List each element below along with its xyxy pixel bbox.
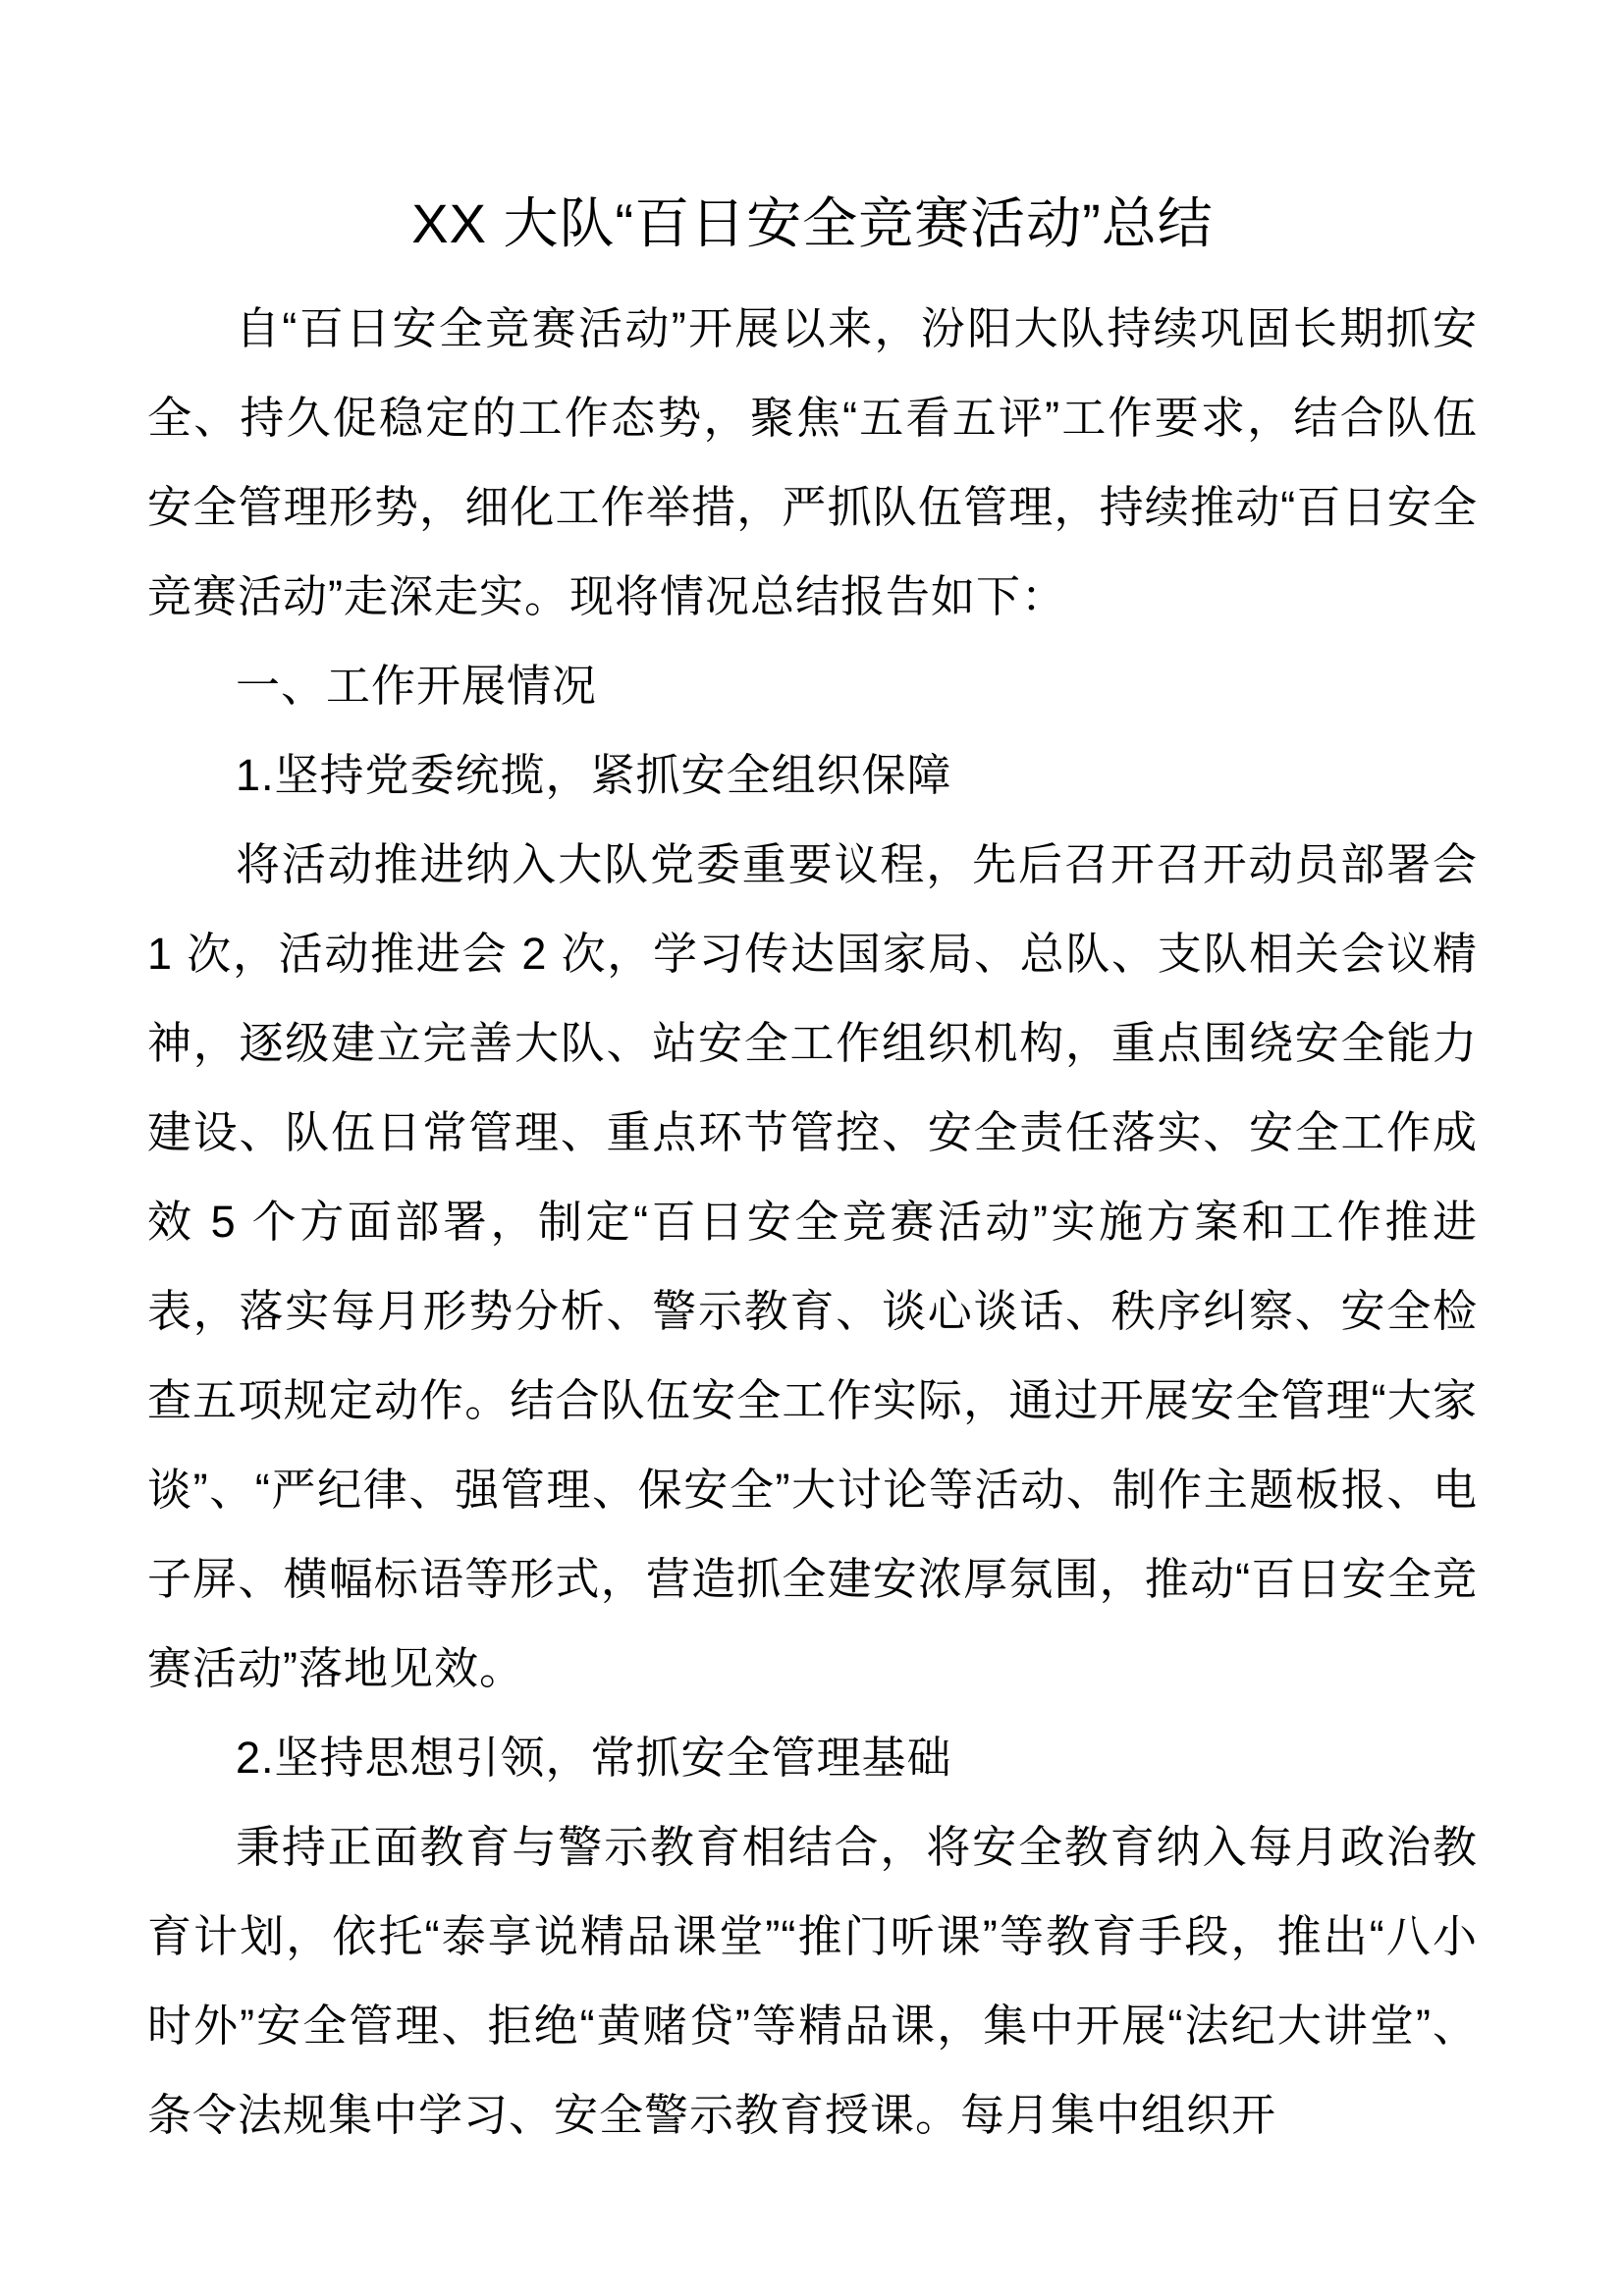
paragraph-intro: 自“百日安全竞赛活动”开展以来，汾阳大队持续巩固长期抓安全、持久促稳定的工作态势，聚焦“五看五评”工作要求，结合队伍安全管理形势，细化工作举措，严抓队伍管理，持续推动“百日安全竞赛活动”走深走实。现将情况总结报告如下： xyxy=(147,303,1478,621)
section-heading-1: 一、工作开展情况 xyxy=(236,661,598,711)
sub-heading-1: 1.坚持党委统揽，紧抓安全组织保障 xyxy=(236,750,952,800)
document-title: XX 大队“百日安全竞赛活动”总结 xyxy=(411,192,1214,254)
paragraph-section-2-body: 秉持正面教育与警示教育相结合，将安全教育纳入每月政治教育计划，依托“泰享说精品课堂”“推门听课”等教育手段，推出“八小时外”安全管理、拒绝“黄赌贷”等精品课，集中开展“法纪大讲堂”、条令法规集中学习、安全警示教育授课。每月集中组织开 xyxy=(147,1822,1478,2140)
paragraph-section-1-body: 将活动推进纳入大队党委重要议程，先后召开召开动员部署会 1 次，活动推进会 2 次，学习传达国家局、总队、支队相关会议精神，逐级建立完善大队、站安全工作组织机构，重点围绕安全能力建设、队伍日常管理、重点环节管控、安全责任落实、安全工作成效 5 个方面部署，制定“百日安全竞赛活动”实施方案和工作推进表，落实每月形势分析、警示教育、谈心谈话、秩序纠察、安全检查五项规定动作。结合队伍安全工作实际，通过开展安全管理“大家谈”、“严纪律、强管理、保安全”大讨论等活动、制作主题板报、电子屏、横幅标语等形式，营造抓全建安浓厚氛围，推动“百日安全竞赛活动”落地见效。 xyxy=(147,839,1478,1693)
sub-heading-2: 2.坚持思想引领，常抓安全管理基础 xyxy=(236,1733,952,1783)
